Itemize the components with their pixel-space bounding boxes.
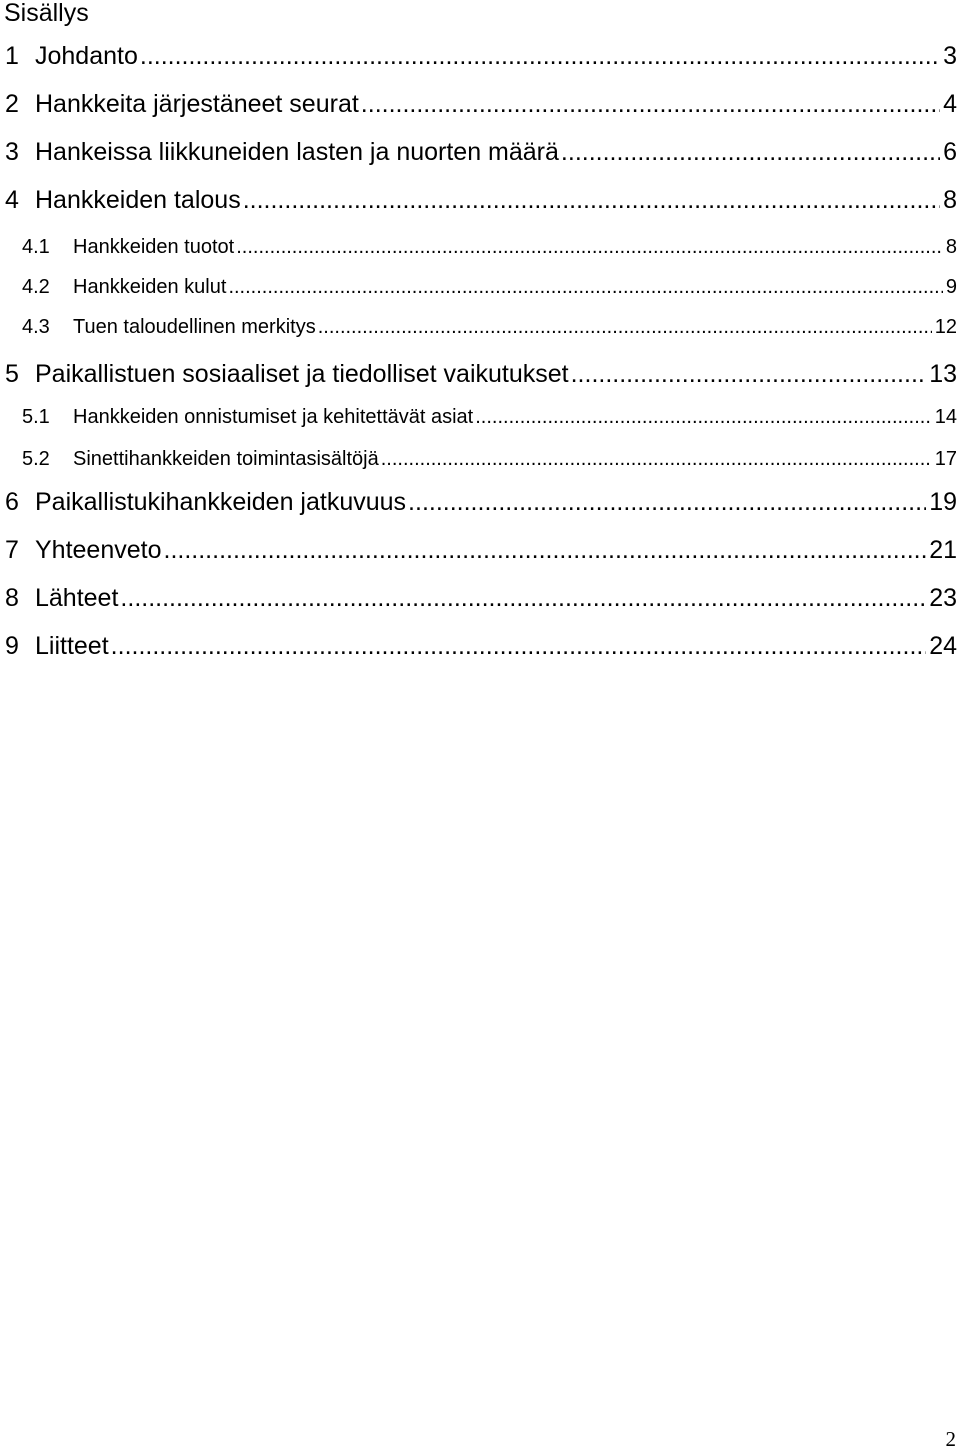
toc-entry[interactable]: [0, 42, 957, 71]
toc-entry-page: 24: [929, 632, 957, 660]
toc-leader-dots: [164, 536, 927, 565]
toc-entry-label: Lähteet: [35, 584, 119, 612]
page-title: Sisällys: [4, 0, 89, 27]
toc-leader-dots: [561, 138, 940, 167]
toc-leader-dots: [140, 42, 940, 71]
toc-entry-number: 4.3: [22, 316, 50, 338]
toc-entry-number: 4: [5, 186, 19, 214]
toc-entry-number: 5.1: [22, 406, 50, 428]
toc-entry[interactable]: [0, 584, 957, 613]
toc-entry-number: 6: [5, 488, 19, 516]
toc-entry-label: Hankkeiden onnistumiset ja kehitettävät asiat: [73, 406, 474, 428]
toc-leader-dots: [571, 360, 927, 389]
toc-entry[interactable]: [0, 90, 957, 119]
toc-entry[interactable]: [0, 360, 957, 389]
toc-entry-label: Liitteet: [35, 632, 109, 660]
toc-leader-dots: [243, 186, 940, 215]
toc-leader-dots: [120, 584, 926, 613]
toc-entry[interactable]: [0, 316, 957, 339]
toc-entry-page: 19: [929, 488, 957, 516]
toc-entry-page: 3: [943, 42, 957, 70]
toc-leader-dots: [381, 448, 932, 471]
toc-entry-page: 23: [929, 584, 957, 612]
toc-entry-page: 21: [929, 536, 957, 564]
toc-entry-label: Paikallistuen sosiaaliset ja tiedolliset vaikutukset: [35, 360, 569, 388]
toc-entry-number: 7: [5, 536, 19, 564]
toc-entry-number: 9: [5, 632, 19, 660]
toc-entry-page: 14: [934, 406, 957, 428]
toc-leader-dots: [236, 236, 943, 259]
toc-entry-number: 2: [5, 90, 19, 118]
toc-entry[interactable]: [0, 276, 957, 299]
toc-entry-label: Tuen taloudellinen merkitys: [73, 316, 316, 338]
toc-entry-number: 4.2: [22, 276, 50, 298]
toc-entry-label: Hankkeita järjestäneet seurat: [35, 90, 359, 118]
toc-entry-page: 8: [943, 186, 957, 214]
toc-entry-page: 4: [943, 90, 957, 118]
toc-entry-page: 17: [934, 448, 957, 470]
toc-entry-number: 8: [5, 584, 19, 612]
toc-entry[interactable]: [0, 406, 957, 429]
toc-entry-label: Hankkeiden tuotot: [73, 236, 235, 258]
toc-entry[interactable]: [0, 138, 957, 167]
toc-entry-page: 12: [934, 316, 957, 338]
toc-entry-label: Johdanto: [35, 42, 138, 70]
toc-leader-dots: [475, 406, 932, 429]
toc-entry-label: Paikallistukihankkeiden jatkuvuus: [35, 488, 407, 516]
toc-leader-dots: [361, 90, 940, 119]
toc-entry-label: Hankkeiden talous: [35, 186, 241, 214]
toc-entry-number: 5: [5, 360, 19, 388]
toc-entry-page: 9: [945, 276, 957, 298]
toc-leader-dots: [408, 488, 926, 517]
toc-entry-label: Hankeissa liikkuneiden lasten ja nuorten määrä: [35, 138, 559, 166]
toc-entry[interactable]: [0, 236, 957, 259]
toc-leader-dots: [318, 316, 932, 339]
toc-entry-page: 13: [929, 360, 957, 388]
toc-entry-page: 6: [943, 138, 957, 166]
toc-entry-number: 4.1: [22, 236, 50, 258]
toc-entry[interactable]: [0, 448, 957, 471]
toc-entry-number: 1: [5, 42, 19, 70]
toc-entry-label: Sinettihankkeiden toimintasisältöjä: [73, 448, 379, 470]
page-number: 2: [945, 1427, 956, 1451]
toc-entry[interactable]: [0, 186, 957, 215]
toc-leader-dots: [111, 632, 927, 661]
toc-entry-page: 8: [945, 236, 957, 258]
toc-entry-label: Yhteenveto: [35, 536, 162, 564]
toc-entry[interactable]: [0, 632, 957, 661]
toc-entry-number: 5.2: [22, 448, 50, 470]
toc-entry-number: 3: [5, 138, 19, 166]
toc-entry[interactable]: [0, 488, 957, 517]
toc-entry[interactable]: [0, 536, 957, 565]
toc-leader-dots: [228, 276, 942, 299]
toc-entry-label: Hankkeiden kulut: [73, 276, 227, 298]
